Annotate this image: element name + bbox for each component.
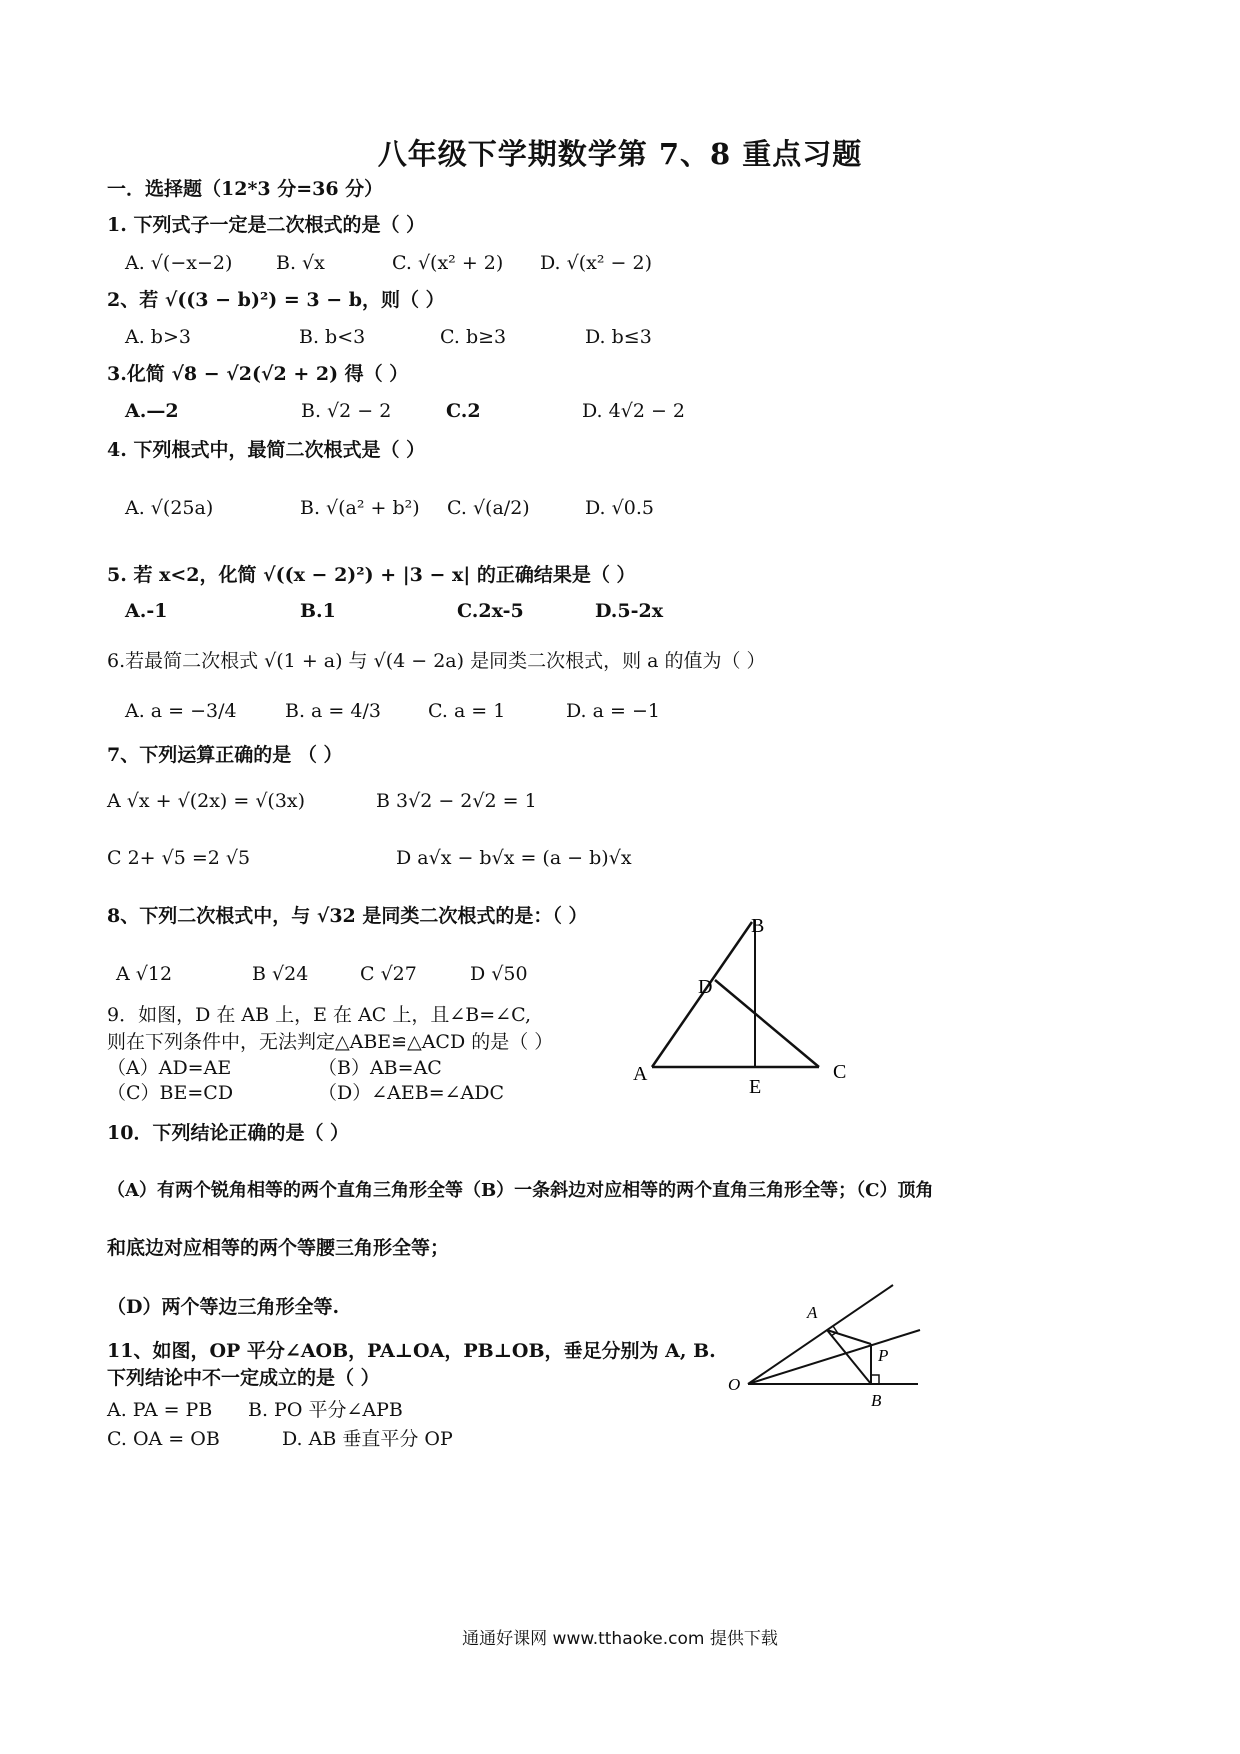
q6-option-b: B. a = 4/3: [285, 700, 381, 722]
q8-stem: 8、下列二次根式中，与 √32 是同类二次根式的是：（ ）: [107, 905, 588, 927]
q9-option-d: （D）∠AEB=∠ADC: [318, 1082, 505, 1104]
q6-option-a: A. a = −3/4: [125, 700, 237, 722]
q3-option-b: B. √2 − 2: [301, 400, 392, 422]
q4-option-a: A. √(25a): [125, 497, 214, 519]
q2-option-c: C. b≥3: [440, 326, 507, 348]
q11-angle-bisector-figure: [720, 1275, 940, 1415]
q5-stem: 5. 若 x<2，化简 √((x − 2)²) + |3 − x| 的正确结果是（ ）: [107, 564, 636, 586]
q2-stem: 2、若 √((3 − b)²) = 3 − b，则（ ）: [107, 289, 445, 311]
label-B: B: [871, 1391, 882, 1410]
q9-triangle-figure: [625, 910, 875, 1100]
q1-option-d: D. √(x² − 2): [540, 252, 652, 274]
q11-stem-line2: 下列结论中不一定成立的是（ ）: [107, 1367, 380, 1389]
q4-option-d: D. √0.5: [585, 497, 654, 519]
q2-option-d: D. b≤3: [585, 326, 652, 348]
q4-option-b: B. √(a² + b²): [300, 497, 420, 519]
label-B: B: [751, 915, 765, 937]
q7-option-c: C 2+ √5 =2 √5: [107, 847, 251, 869]
q11-option-a: A. PA = PB: [107, 1399, 213, 1421]
q10-option-line1: （A）有两个锐角相等的两个直角三角形全等（B）一条斜边对应相等的两个直角三角形全等；（C）顶角: [107, 1180, 934, 1201]
q4-stem: 4. 下列根式中，最简二次根式是（ ）: [107, 439, 426, 461]
label-D: D: [698, 976, 713, 998]
q9-stem-line2: 则在下列条件中，无法判定△ABE≌△ACD 的是（ ）: [107, 1031, 554, 1053]
q2-option-b: B. b<3: [299, 326, 366, 348]
q7-stem: 7、下列运算正确的是 （ ）: [107, 744, 343, 766]
page-title: 八年级下学期数学第 7、8 重点习题: [377, 137, 863, 171]
section-heading: 一．选择题（12*3 分=36 分）: [107, 178, 384, 200]
q6-option-d: D. a = −1: [566, 700, 660, 722]
q6-option-c: C. a = 1: [428, 700, 506, 722]
q8-option-d: D √50: [470, 963, 528, 985]
q5-option-d: D.5-2x: [595, 600, 664, 622]
q3-option-c: C.2: [446, 400, 481, 422]
q1-stem: 1. 下列式子一定是二次根式的是（ ）: [107, 214, 426, 236]
label-E: E: [749, 1076, 762, 1098]
q8-option-a: A √12: [116, 963, 173, 985]
q10-option-line2: 和底边对应相等的两个等腰三角形全等；: [107, 1237, 450, 1259]
q5-option-b: B.1: [300, 600, 336, 622]
q10-option-line3: （D）两个等边三角形全等.: [107, 1296, 340, 1318]
q3-stem: 3.化简 √8 − √2(√2 + 2) 得（ ）: [107, 363, 409, 385]
q3-option-d: D. 4√2 − 2: [582, 400, 686, 422]
q4-option-c: C. √(a/2): [447, 497, 530, 519]
q11-option-b: B. PO 平分∠APB: [248, 1399, 403, 1421]
q1-option-c: C. √(x² + 2): [392, 252, 504, 274]
q3-option-a: A.—2: [125, 400, 179, 422]
q11-option-d: D. AB 垂直平分 OP: [282, 1428, 453, 1450]
q6-stem: 6.若最简二次根式 √(1 + a) 与 √(4 − 2a) 是同类二次根式，则 a 的值为（ ）: [107, 650, 766, 672]
q7-option-d: D a√x − b√x = (a − b)√x: [396, 847, 632, 869]
q11-stem-line1: 11、如图，OP 平分∠AOB，PA⊥OA，PB⊥OB，垂足分别为 A, B.: [107, 1340, 716, 1362]
q9-option-a: （A）AD=AE: [107, 1057, 232, 1079]
q2-option-a: A. b>3: [125, 326, 191, 348]
label-O: O: [728, 1375, 741, 1394]
q1-option-a: A. √(−x−2): [125, 252, 233, 274]
q9-stem-line1: 9．如图，D 在 AB 上，E 在 AC 上，且∠B=∠C,: [107, 1004, 531, 1026]
footer-source: 通通好课网 www.tthaoke.com 提供下载: [462, 1629, 778, 1649]
q7-option-b: B 3√2 − 2√2 = 1: [376, 790, 537, 812]
q9-option-c: （C）BE=CD: [107, 1082, 234, 1104]
label-A: A: [807, 1303, 818, 1322]
label-P: P: [878, 1346, 889, 1365]
q8-option-c: C √27: [360, 963, 417, 985]
q5-option-a: A.-1: [125, 600, 168, 622]
q7-option-a: A √x + √(2x) = √(3x): [107, 790, 306, 812]
q10-stem: 10．下列结论正确的是（ ）: [107, 1122, 350, 1144]
q1-option-b: B. √x: [276, 252, 325, 274]
q11-option-c: C. OA = OB: [107, 1428, 220, 1450]
label-C: C: [833, 1061, 847, 1083]
q9-option-b: （B）AB=AC: [318, 1057, 442, 1079]
q8-option-b: B √24: [252, 963, 309, 985]
q5-option-c: C.2x-5: [457, 600, 524, 622]
label-A: A: [633, 1063, 648, 1085]
